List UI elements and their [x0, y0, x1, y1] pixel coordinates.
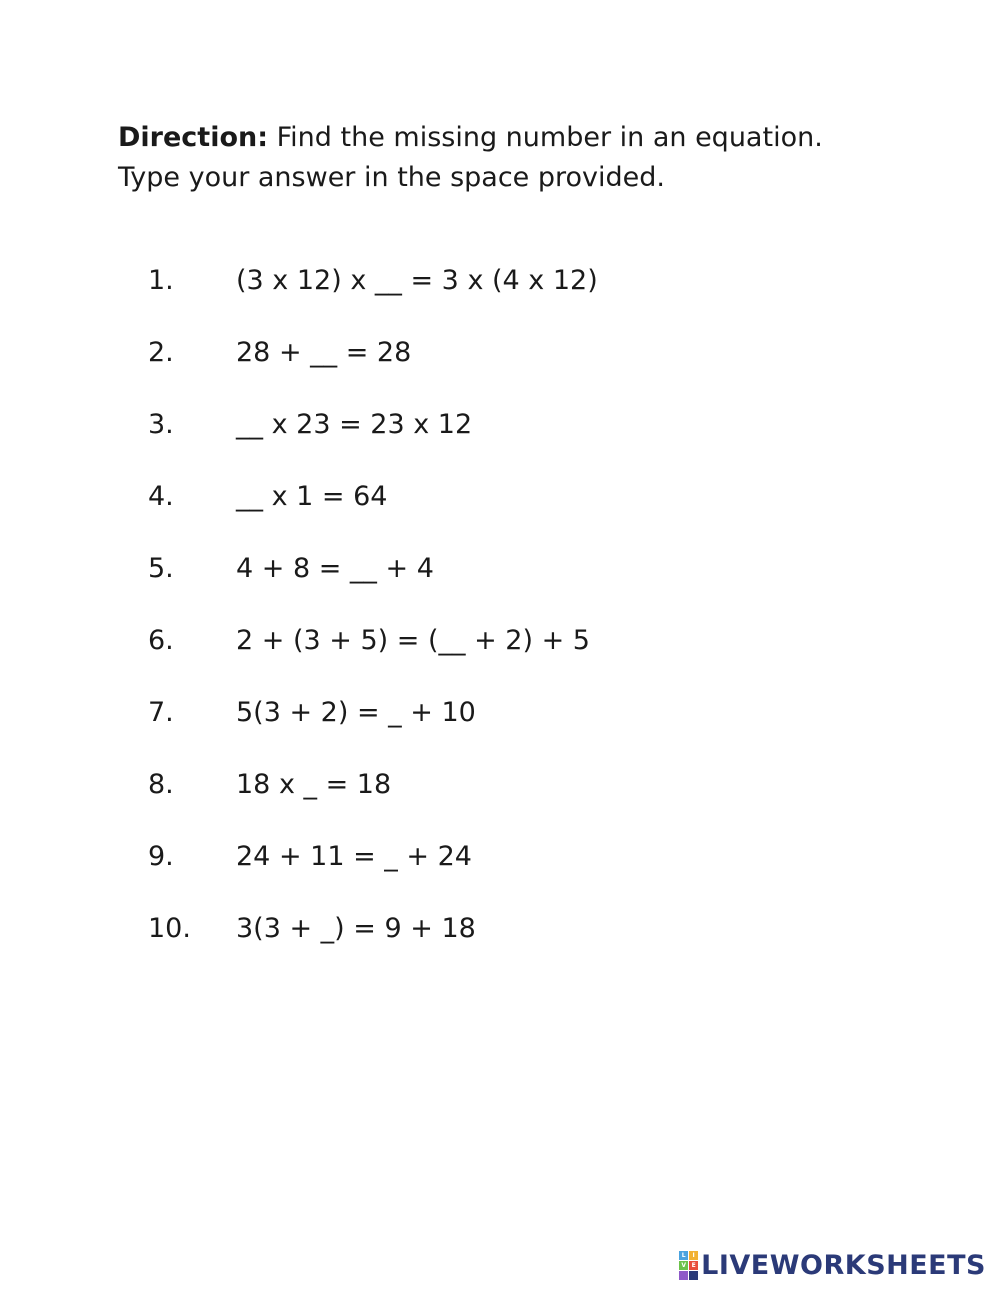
question-equation: 2 + (3 + 5) = (__ + 2) + 5 [236, 625, 590, 656]
question-equation: 24 + 11 = _ + 24 [236, 841, 472, 872]
question-equation: 3(3 + _) = 9 + 18 [236, 913, 476, 944]
logo-mark-icon [679, 1251, 698, 1280]
question-item [148, 838, 598, 910]
direction-line-1: Find the missing number in an equation. [268, 122, 823, 153]
question-item [148, 550, 598, 622]
question-equation: __ x 23 = 23 x 12 [236, 409, 473, 440]
logo-mark-block-4: E [689, 1261, 698, 1270]
logo-mark-block-3: V [679, 1261, 688, 1270]
question-item [148, 334, 598, 406]
question-equation: 18 x _ = 18 [236, 769, 392, 800]
question-number: 6. [148, 625, 174, 656]
question-equation: 28 + __ = 28 [236, 337, 412, 368]
question-list [148, 262, 598, 982]
direction-label: Direction: [118, 122, 269, 153]
logo-mark-block-2: I [689, 1251, 698, 1260]
direction-line-2: Type your answer in the space provided. [118, 162, 665, 193]
question-item [148, 622, 598, 694]
question-number: 3. [148, 409, 174, 440]
question-item [148, 262, 598, 334]
logo-mark-block-5 [679, 1271, 688, 1280]
logo-mark-block-6 [689, 1271, 698, 1280]
question-item [148, 478, 598, 550]
question-number: 2. [148, 337, 174, 368]
question-equation: __ x 1 = 64 [236, 481, 388, 512]
question-number: 9. [148, 841, 174, 872]
logo-mark-block-1: L [679, 1251, 688, 1260]
logo-text: LIVEWORKSHEETS [701, 1249, 986, 1281]
question-number: 8. [148, 769, 174, 800]
question-item [148, 406, 598, 478]
liveworksheets-logo[interactable] [679, 1250, 986, 1280]
question-equation: 4 + 8 = __ + 4 [236, 553, 434, 584]
question-equation: 5(3 + 2) = _ + 10 [236, 697, 476, 728]
question-item [148, 694, 598, 766]
question-number: 4. [148, 481, 174, 512]
question-number: 7. [148, 697, 174, 728]
direction-text [118, 118, 938, 198]
question-number: 5. [148, 553, 174, 584]
question-number: 10. [148, 913, 191, 944]
question-item [148, 910, 598, 982]
question-equation: (3 x 12) x __ = 3 x (4 x 12) [236, 265, 598, 296]
question-item [148, 766, 598, 838]
question-number: 1. [148, 265, 174, 296]
